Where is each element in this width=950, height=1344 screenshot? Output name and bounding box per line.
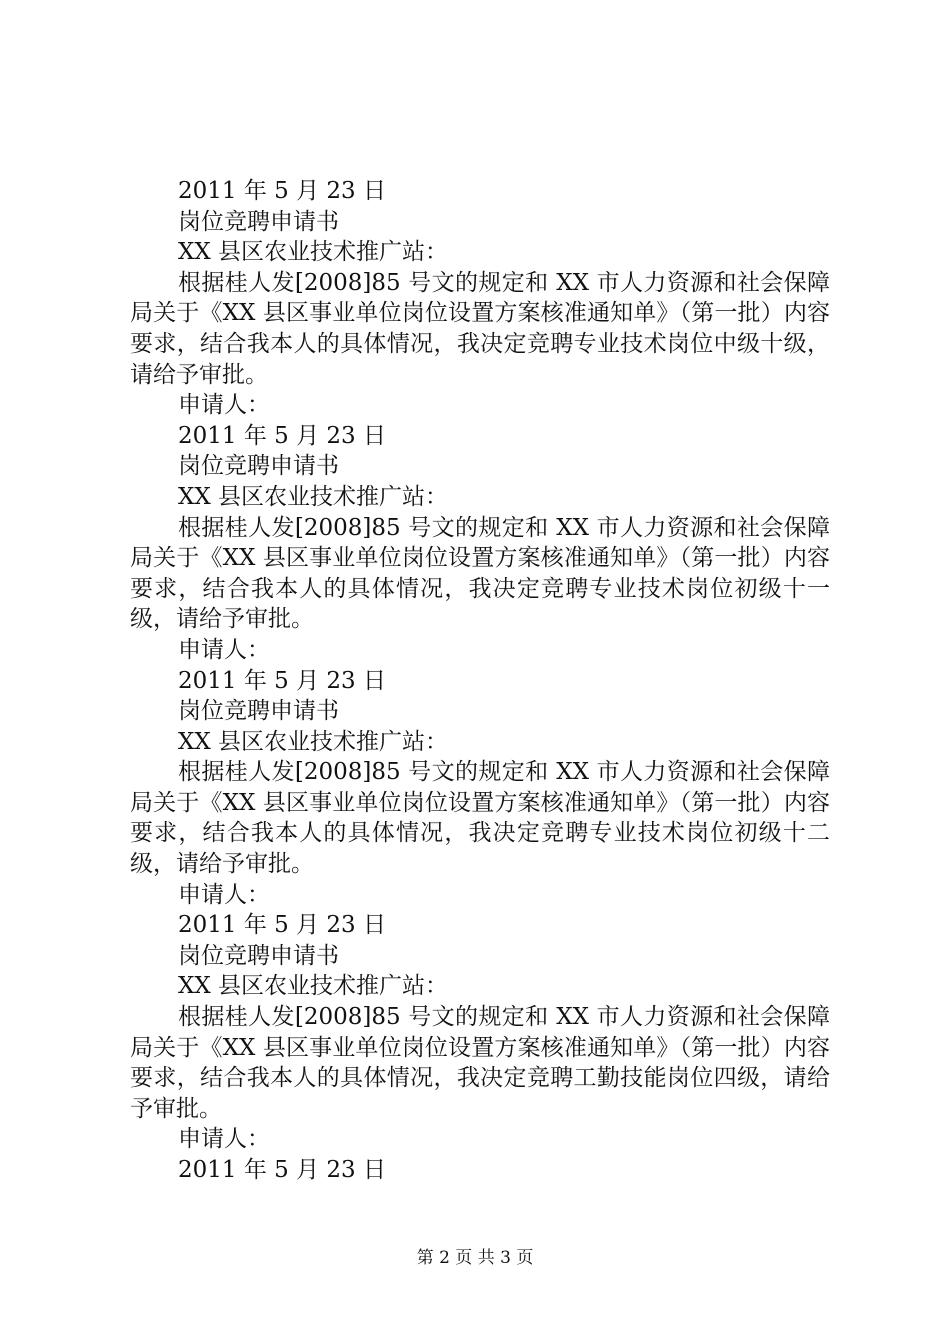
recipient-line: XX 县区农业技术推广站： [178, 973, 449, 1000]
document-title: 岗位竞聘申请书 [178, 698, 339, 725]
applicant-line: 申请人： [178, 1126, 270, 1153]
body-paragraph: 根据桂人发[2008]85 号文的规定和 XX 市人力资源和社会保障局关于《XX 县区事业单位岗位设置方案核准通知单》（第一批）内容要求，结合我本人的具体情况，我决定竞聘专业技术岗位初级十二级，请给予审批。 [130, 759, 830, 878]
applicant-line: 申请人： [178, 636, 270, 663]
date-line: 2011 年 5 月 23 日 [178, 1157, 386, 1183]
applicant-line: 申请人： [178, 392, 270, 419]
recipient-line: XX 县区农业技术推广站： [178, 239, 449, 266]
date-line: 2011 年 5 月 23 日 [178, 178, 386, 204]
body-paragraph: 根据桂人发[2008]85 号文的规定和 XX 市人力资源和社会保障局关于《XX 县区事业单位岗位设置方案核准通知单》（第一批）内容要求，结合我本人的具体情况，我决定竞聘专业技术岗位初级十一级，请给予审批。 [130, 514, 830, 633]
document-title: 岗位竞聘申请书 [178, 942, 339, 969]
body-paragraph: 根据桂人发[2008]85 号文的规定和 XX 市人力资源和社会保障局关于《XX 县区事业单位岗位设置方案核准通知单》（第一批）内容要求，结合我本人的具体情况，我决定竞聘专业技术岗位中级十级，请给予审批。 [130, 269, 830, 388]
page-footer: 第 2 页 共 3 页 [416, 1248, 534, 1268]
body-paragraph: 根据桂人发[2008]85 号文的规定和 XX 市人力资源和社会保障局关于《XX 县区事业单位岗位设置方案核准通知单》（第一批）内容要求，结合我本人的具体情况，我决定竞聘工勤技能岗位四级，请给予审批。 [130, 1004, 830, 1122]
document-body [130, 176, 830, 1186]
recipient-line: XX 县区农业技术推广站： [178, 483, 449, 510]
recipient-line: XX 县区农业技术推广站： [178, 728, 449, 755]
date-line: 2011 年 5 月 23 日 [178, 422, 386, 449]
document-title: 岗位竞聘申请书 [178, 453, 339, 480]
document-title: 岗位竞聘申请书 [178, 208, 339, 235]
date-line: 2011 年 5 月 23 日 [178, 667, 386, 694]
date-line: 2011 年 5 月 23 日 [178, 912, 386, 939]
applicant-line: 申请人： [178, 881, 270, 908]
